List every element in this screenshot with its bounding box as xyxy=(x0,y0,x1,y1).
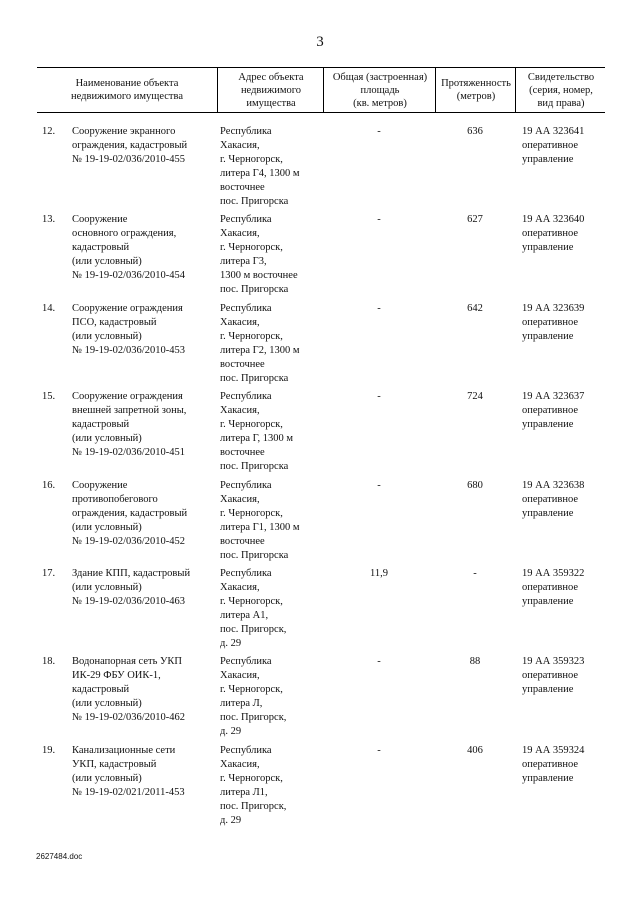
object-address-line: пос. Пригорска xyxy=(220,284,289,295)
object-name-line: кадастровый xyxy=(72,242,130,253)
object-address-line: Хакасия, xyxy=(220,317,260,328)
header-line: (серия, номер, xyxy=(529,84,593,96)
object-address-line: литера Г3, xyxy=(220,256,267,267)
certificate-line: оперативное xyxy=(522,405,578,416)
object-address xyxy=(220,479,323,563)
object-address-line: г. Черногорск, xyxy=(220,331,283,342)
object-address-line: Республика xyxy=(220,480,272,491)
header-line: Свидетельство xyxy=(527,71,595,83)
object-name-line: Водонапорная сеть УКП xyxy=(72,656,183,667)
object-address-line: пос. Пригорска xyxy=(220,373,289,384)
object-address-line: Хакасия, xyxy=(220,759,260,770)
certificate-line: 19 АА 359323 xyxy=(522,656,585,667)
object-name xyxy=(72,302,217,358)
object-address-line: литера Г2, 1300 м xyxy=(220,345,300,356)
object-name xyxy=(72,567,217,609)
object-area: - xyxy=(377,480,381,491)
object-name-line: (или условный) xyxy=(72,773,142,784)
page-number: 3 xyxy=(316,34,324,50)
header-line: недвижимого xyxy=(240,84,302,96)
object-address xyxy=(220,655,323,739)
certificate-line: управление xyxy=(522,508,574,519)
footer-filename: 2627484.doc xyxy=(36,852,83,861)
object-length: 680 xyxy=(467,480,483,491)
certificate-line: оперативное xyxy=(522,228,578,239)
object-address-line: Хакасия, xyxy=(220,582,260,593)
object-name-line: (или условный) xyxy=(72,256,142,267)
object-name-line: кадастровый xyxy=(72,419,130,430)
object-area: 11,9 xyxy=(370,568,388,579)
object-area: - xyxy=(377,126,381,137)
object-area: - xyxy=(377,745,381,756)
header-certificate-text xyxy=(528,71,594,110)
header-line: Протяженность xyxy=(441,78,511,89)
certificate-line: 19 АА 323637 xyxy=(522,391,585,402)
object-address-line: д. 29 xyxy=(220,815,242,826)
object-address-line: д. 29 xyxy=(220,638,242,649)
object-address-line: Республика xyxy=(220,568,272,579)
object-address-line: пос. Пригорска xyxy=(220,196,289,207)
header-address xyxy=(217,68,324,112)
object-address-line: Хакасия, xyxy=(220,670,260,681)
certificate-line: управление xyxy=(522,154,574,165)
certificate-line: 19 АА 323638 xyxy=(522,480,585,491)
object-address-line: восточнее xyxy=(220,359,265,370)
certificate-line: оперативное xyxy=(522,582,578,593)
object-address-line: г. Черногорск, xyxy=(220,773,283,784)
object-address-line: г. Черногорск, xyxy=(220,508,283,519)
header-address-text xyxy=(238,71,303,110)
header-line: Наименование объекта xyxy=(75,78,179,89)
object-address-line: пос. Пригорска xyxy=(220,550,289,561)
object-address-line: Хакасия, xyxy=(220,140,260,151)
object-address-line: Хакасия, xyxy=(220,494,260,505)
object-length: 636 xyxy=(467,126,483,137)
header-area xyxy=(323,68,436,112)
object-address-line: Хакасия, xyxy=(220,405,260,416)
object-address-line: Республика xyxy=(220,303,272,314)
object-address-line: г. Черногорск, xyxy=(220,419,283,430)
object-address-line: Республика xyxy=(220,656,272,667)
object-name xyxy=(72,390,217,460)
object-name-line: № 19-19-02/036/2010-454 xyxy=(72,270,185,281)
certificate xyxy=(522,390,610,432)
certificate-line: управление xyxy=(522,684,574,695)
object-name-line: № 19-19-02/036/2010-455 xyxy=(72,154,185,165)
object-address-line: Хакасия, xyxy=(220,228,260,239)
object-address-line: г. Черногорск, xyxy=(220,242,283,253)
object-name-line: (или условный) xyxy=(72,433,142,444)
object-address-line: г. Черногорск, xyxy=(220,154,283,165)
object-name-line: Сооружение экранного xyxy=(72,126,176,137)
object-name-line: Здание КПП, кадастровый xyxy=(72,568,191,579)
header-line: Общая (застроенная) xyxy=(332,71,428,83)
object-name-line: (или условный) xyxy=(72,582,142,593)
object-name xyxy=(72,125,217,167)
object-address-line: г. Черногорск, xyxy=(220,684,283,695)
row-number: 19. xyxy=(42,745,56,756)
header-line: имущества xyxy=(246,97,296,109)
object-area: - xyxy=(377,656,381,667)
certificate-line: управление xyxy=(522,419,574,430)
object-name-line: Сооружение xyxy=(72,214,128,225)
object-length: 627 xyxy=(467,214,483,225)
object-address-line: г. Черногорск, xyxy=(220,596,283,607)
certificate-line: 19 АА 359324 xyxy=(522,745,585,756)
header-name-text xyxy=(71,77,183,103)
object-length: 642 xyxy=(467,303,483,314)
object-length: - xyxy=(473,568,477,579)
object-address-line: литера А1, xyxy=(220,610,269,621)
object-name-line: № 19-19-02/036/2010-463 xyxy=(72,596,185,607)
object-name-line: УКП, кадастровый xyxy=(72,759,157,770)
certificate-line: управление xyxy=(522,596,574,607)
table-header xyxy=(37,67,605,113)
row-number: 12. xyxy=(42,126,56,137)
object-area: - xyxy=(377,214,381,225)
object-address-line: пос. Пригорск, xyxy=(220,712,287,723)
object-address-line: восточнее xyxy=(220,447,265,458)
object-name xyxy=(72,479,217,549)
object-name-line: № 19-19-02/036/2010-453 xyxy=(72,345,185,356)
row-number: 18. xyxy=(42,656,56,667)
object-name-line: Сооружение ограждения xyxy=(72,303,183,314)
certificate-line: оперативное xyxy=(522,317,578,328)
object-name xyxy=(72,655,217,725)
object-address-line: пос. Пригорска xyxy=(220,461,289,472)
certificate-line: 19 АА 323641 xyxy=(522,126,585,137)
certificate-line: 19 АА 323640 xyxy=(522,214,585,225)
object-address-line: пос. Пригорск, xyxy=(220,624,287,635)
certificate-line: оперативное xyxy=(522,670,578,681)
object-address xyxy=(220,213,323,297)
header-length xyxy=(435,68,516,112)
object-name-line: № 19-19-02/036/2010-452 xyxy=(72,536,185,547)
object-name-line: ПСО, кадастровый xyxy=(72,317,157,328)
certificate xyxy=(522,567,610,609)
object-name-line: ИК-29 ФБУ ОИК-1, xyxy=(72,670,161,681)
certificate-line: управление xyxy=(522,242,574,253)
object-name-line: № 19-19-02/036/2010-451 xyxy=(72,447,185,458)
header-line: недвижимого имущества xyxy=(71,91,183,102)
certificate xyxy=(522,655,610,697)
row-number: 14. xyxy=(42,303,56,314)
object-address xyxy=(220,744,323,828)
certificate-line: управление xyxy=(522,773,574,784)
object-name-line: № 19-19-02/036/2010-462 xyxy=(72,712,185,723)
certificate-line: оперативное xyxy=(522,494,578,505)
object-area: - xyxy=(377,391,381,402)
object-name-line: основного ограждения, xyxy=(72,228,177,239)
object-length: 724 xyxy=(467,391,483,402)
header-length-text xyxy=(441,77,511,103)
certificate xyxy=(522,744,610,786)
object-address-line: восточнее xyxy=(220,536,265,547)
object-name-line: (или условный) xyxy=(72,331,142,342)
object-name-line: ограждения, кадастровый xyxy=(72,140,188,151)
certificate-line: оперативное xyxy=(522,140,578,151)
object-address-line: д. 29 xyxy=(220,726,242,737)
object-name-line: противопобегового xyxy=(72,494,158,505)
row-number: 15. xyxy=(42,391,56,402)
header-certificate xyxy=(515,68,606,112)
object-name xyxy=(72,744,217,800)
object-address-line: литера Г1, 1300 м xyxy=(220,522,300,533)
header-area-text xyxy=(333,71,427,110)
object-address-line: Республика xyxy=(220,391,272,402)
row-number: 13. xyxy=(42,214,56,225)
object-address-line: Республика xyxy=(220,214,272,225)
header-line: (метров) xyxy=(456,91,496,102)
object-address-line: литера Г4, 1300 м xyxy=(220,168,300,179)
object-name-line: Канализационные сети xyxy=(72,745,176,756)
object-address-line: литера Г, 1300 м xyxy=(220,433,294,444)
certificate-line: управление xyxy=(522,331,574,342)
certificate xyxy=(522,479,610,521)
object-name-line: (или условный) xyxy=(72,698,142,709)
object-address-line: пос. Пригорск, xyxy=(220,801,287,812)
object-name-line: ограждения, кадастровый xyxy=(72,508,188,519)
object-address xyxy=(220,302,323,386)
certificate-line: 19 АА 323639 xyxy=(522,303,585,314)
certificate-line: 19 АА 359322 xyxy=(522,568,585,579)
object-address xyxy=(220,390,323,474)
object-address-line: восточнее xyxy=(220,182,265,193)
object-name-line: Сооружение xyxy=(72,480,128,491)
header-line: площадь xyxy=(360,84,400,96)
object-name-line: Сооружение ограждения xyxy=(72,391,183,402)
object-address-line: литера Л1, xyxy=(220,787,268,798)
row-number: 17. xyxy=(42,568,56,579)
header-name xyxy=(37,68,217,112)
header-line: (кв. метров) xyxy=(353,97,407,109)
object-address-line: Республика xyxy=(220,126,272,137)
object-name-line: (или условный) xyxy=(72,522,142,533)
certificate xyxy=(522,125,610,167)
header-line: вид права) xyxy=(537,97,585,109)
object-name-line: внешней запретной зоны, xyxy=(72,405,187,416)
object-area: - xyxy=(377,303,381,314)
object-name-line: № 19-19-02/021/2011-453 xyxy=(72,787,185,798)
object-address xyxy=(220,567,323,651)
certificate-line: оперативное xyxy=(522,759,578,770)
object-length: 88 xyxy=(469,656,481,667)
object-name-line: кадастровый xyxy=(72,684,130,695)
object-name xyxy=(72,213,217,283)
object-address-line: литера Л, xyxy=(220,698,263,709)
certificate xyxy=(522,213,610,255)
header-line: Адрес объекта xyxy=(238,71,304,83)
object-address-line: 1300 м восточнее xyxy=(220,270,298,281)
certificate xyxy=(522,302,610,344)
row-number: 16. xyxy=(42,480,56,491)
object-address-line: Республика xyxy=(220,745,272,756)
object-length: 406 xyxy=(467,745,483,756)
object-address xyxy=(220,125,323,209)
